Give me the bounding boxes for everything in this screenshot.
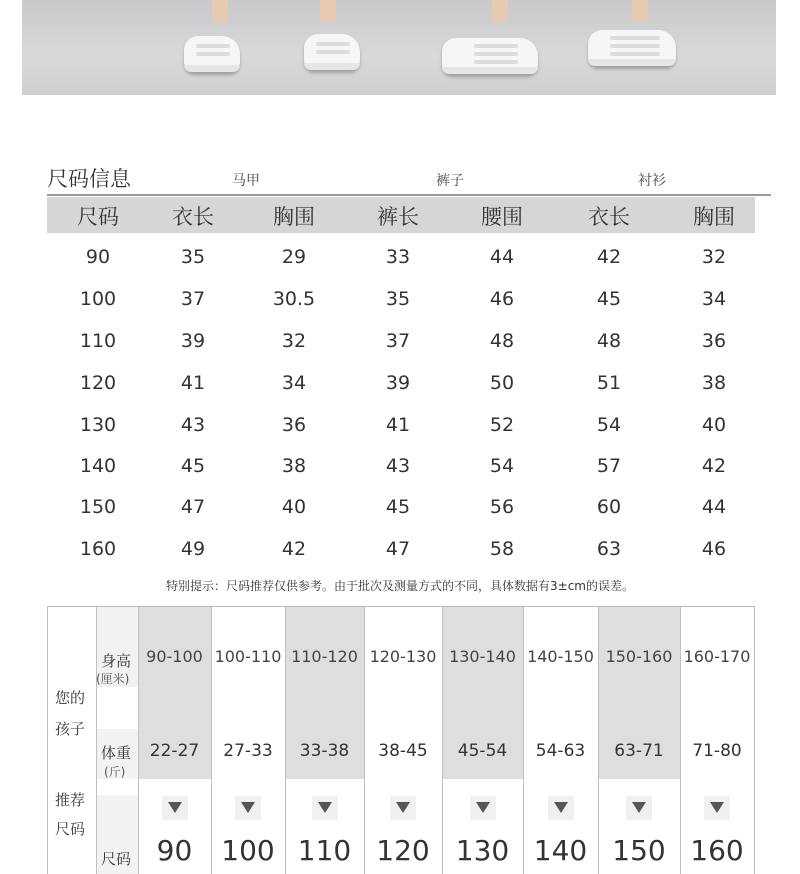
- measure-cell: 52: [489, 414, 515, 436]
- measure-cell: 45: [385, 496, 411, 518]
- weight-unit: (斤): [104, 765, 126, 779]
- header-cell: 胸围: [273, 205, 315, 229]
- height-range: 100-110: [214, 647, 282, 666]
- size-cell: 150: [79, 496, 117, 518]
- weight-range: 45-54: [457, 741, 508, 761]
- group-shirt: 衬衫: [638, 173, 666, 189]
- measure-cell: 34: [701, 288, 727, 310]
- measure-cell: 35: [385, 288, 411, 310]
- header-cell: 裤长: [377, 205, 419, 229]
- recommended-size: 140: [533, 834, 588, 867]
- header-cell: 尺码: [77, 205, 119, 229]
- measure-cell: 54: [596, 414, 622, 436]
- measure-cell: 37: [180, 288, 206, 310]
- measure-cell: 38: [701, 372, 727, 394]
- header-cell: 腰围: [481, 205, 523, 229]
- recommended-size: 120: [376, 834, 430, 867]
- measure-cell: 37: [385, 330, 411, 352]
- down-arrow-icon: [632, 802, 646, 813]
- measure-cell: 30.5: [272, 288, 316, 310]
- header-cell: 胸围: [693, 205, 735, 229]
- height-range: 110-120: [291, 647, 358, 666]
- measure-cell: 43: [385, 455, 411, 477]
- down-arrow-icon: [168, 802, 182, 813]
- weight-range: 27-33: [223, 741, 273, 761]
- measure-cell: 32: [281, 330, 307, 352]
- header-cell: 衣长: [172, 205, 214, 229]
- size-label: 尺码: [101, 850, 132, 868]
- down-arrow-icon: [318, 802, 332, 813]
- weight-range: 33-38: [299, 741, 350, 761]
- white-shoe: [304, 34, 360, 70]
- measure-cell: 42: [701, 455, 727, 477]
- white-shoe: [442, 38, 538, 74]
- measure-cell: 38: [281, 455, 307, 477]
- weight-range: 38-45: [378, 741, 428, 761]
- down-arrow-icon: [396, 802, 410, 813]
- measure-cell: 50: [489, 372, 515, 394]
- down-arrow-icon: [241, 802, 255, 813]
- size-note: 特别提示：尺码推荐仅供参考。由于批次及测量方式的不同，具体数据有3±cm的误差。: [166, 579, 634, 593]
- measure-cell: 49: [180, 538, 206, 560]
- title-divider: [47, 194, 771, 196]
- measure-cell: 43: [180, 414, 206, 436]
- product-photo: [22, 0, 776, 95]
- size-info-title: 尺码信息: [47, 167, 131, 191]
- child-leg: [212, 0, 228, 22]
- measure-cell: 51: [596, 372, 622, 394]
- height-range: 120-130: [369, 647, 437, 666]
- measure-cell: 29: [281, 246, 307, 268]
- child-leg: [492, 0, 508, 22]
- weight-range: 22-27: [149, 741, 200, 761]
- column-divider: [96, 606, 97, 874]
- down-arrow-icon: [476, 802, 490, 813]
- measure-cell: 45: [596, 288, 622, 310]
- measure-cell: 42: [596, 246, 622, 268]
- your-child-label-1: 您的: [55, 689, 86, 707]
- measure-cell: 54: [489, 455, 515, 477]
- measure-cell: 39: [385, 372, 411, 394]
- size-cell: 110: [79, 330, 117, 352]
- recommended-size: 100: [221, 834, 275, 867]
- height-range: 160-170: [683, 647, 751, 666]
- recommend-label-1: 推荐: [55, 791, 86, 809]
- recommend-label-2: 尺码: [55, 820, 86, 838]
- recommended-size: 90: [156, 834, 193, 867]
- measure-cell: 44: [489, 246, 515, 268]
- measure-cell: 60: [596, 496, 622, 518]
- down-arrow-icon: [710, 802, 724, 813]
- measure-cell: 46: [701, 538, 727, 560]
- size-cell: 90: [85, 246, 111, 268]
- header-cell: 衣长: [588, 205, 630, 229]
- size-cell: 160: [79, 538, 117, 560]
- measure-cell: 44: [701, 496, 727, 518]
- white-shoe: [588, 30, 676, 66]
- height-unit: (厘米): [96, 672, 130, 686]
- column-divider: [47, 606, 48, 874]
- weight-range: 71-80: [692, 741, 742, 761]
- white-shoe: [184, 36, 240, 72]
- size-cell: 130: [79, 414, 117, 436]
- measure-cell: 46: [489, 288, 515, 310]
- measure-cell: 40: [281, 496, 307, 518]
- down-arrow-icon: [554, 802, 568, 813]
- measure-cell: 32: [701, 246, 727, 268]
- measure-cell: 34: [281, 372, 307, 394]
- size-cell: 120: [79, 372, 117, 394]
- measure-cell: 56: [489, 496, 515, 518]
- recommended-size: 110: [297, 834, 352, 867]
- measure-cell: 48: [596, 330, 622, 352]
- measure-cell: 45: [180, 455, 206, 477]
- your-child-label-2: 孩子: [55, 720, 86, 738]
- height-range: 130-140: [449, 647, 516, 666]
- size-cell: 100: [79, 288, 117, 310]
- size-cell: 140: [79, 455, 117, 477]
- recommended-size: 150: [612, 834, 666, 867]
- measure-cell: 57: [596, 455, 622, 477]
- weight-label: 体重: [101, 744, 132, 762]
- measure-cell: 41: [385, 414, 411, 436]
- measure-cell: 36: [281, 414, 307, 436]
- child-leg: [320, 0, 336, 22]
- weight-range: 54-63: [535, 741, 586, 761]
- measure-cell: 42: [281, 538, 307, 560]
- measure-cell: 47: [180, 496, 206, 518]
- measure-cell: 48: [489, 330, 515, 352]
- measure-cell: 35: [180, 246, 206, 268]
- height-range: 150-160: [605, 647, 673, 666]
- measure-cell: 41: [180, 372, 206, 394]
- height-range: 140-150: [527, 647, 594, 666]
- measure-cell: 39: [180, 330, 206, 352]
- group-pants: 裤子: [436, 173, 464, 189]
- height-label: 身高: [101, 652, 132, 670]
- height-range: 90-100: [146, 647, 203, 666]
- group-vest: 马甲: [232, 173, 260, 189]
- measure-cell: 40: [701, 414, 727, 436]
- measure-cell: 58: [489, 538, 515, 560]
- recommended-size: 130: [455, 834, 510, 867]
- child-leg: [632, 0, 648, 22]
- measure-cell: 47: [385, 538, 411, 560]
- measure-cell: 63: [596, 538, 622, 560]
- measure-cell: 33: [385, 246, 411, 268]
- weight-range: 63-71: [614, 741, 664, 761]
- recommended-size: 160: [690, 834, 744, 867]
- measure-cell: 36: [701, 330, 727, 352]
